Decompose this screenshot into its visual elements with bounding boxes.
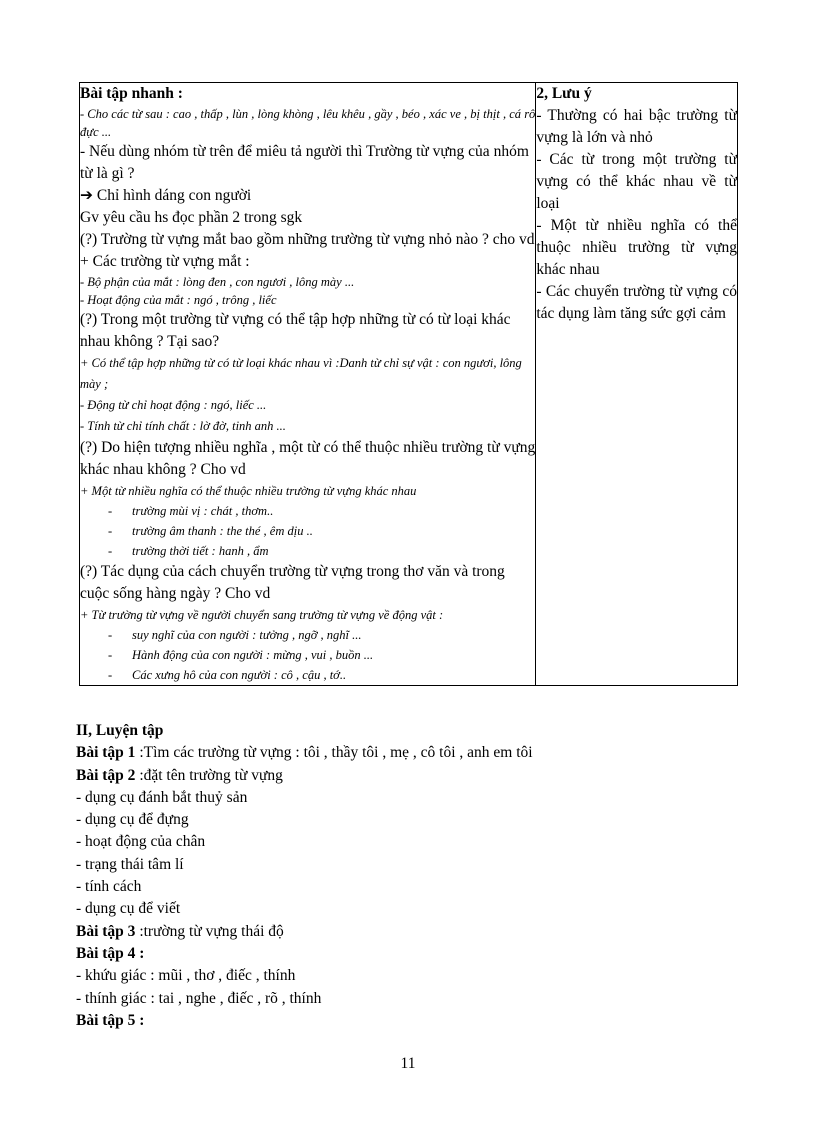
bullet-dash: -: [108, 628, 113, 642]
answer-4-item-text: trường âm thanh : the thé , êm dịu ..: [132, 524, 313, 538]
practice-heading: II, Luyện tập: [76, 722, 164, 739]
answer-5-item-text: Hành động của con người : mừng , vui , buồn ...: [132, 648, 374, 662]
intro-word-list: - Cho các từ sau : cao , thấp , lùn , lòng khòng , lêu khêu , gầy , béo , xác ve , bị thịt , cá rô đực ...: [80, 107, 536, 139]
answer-2: + Các trường từ vựng mắt :: [80, 253, 250, 270]
exercise-2-item: - dụng cụ để đựng: [76, 811, 189, 829]
practice-section: [76, 720, 736, 1032]
exercise-2-text: :đặt tên trường từ vựng: [135, 766, 283, 784]
notes-heading: 2, Lưu ý: [536, 85, 592, 102]
answer-5-item: [80, 645, 535, 665]
answer-4-item-text: trường thời tiết : hanh , ẩm: [132, 544, 269, 558]
notes-column: [536, 83, 738, 686]
bullet-dash: -: [108, 544, 113, 558]
exercise-1-text: :Tìm các trường từ vựng : tôi , thầy tôi , mẹ , cô tôi , anh em tôi: [135, 744, 533, 762]
exercise-1-label: Bài tập 1: [76, 744, 136, 762]
quick-exercise-heading: Bài tập nhanh :: [80, 85, 183, 102]
exercise-1: [76, 742, 736, 764]
exercise-2-item: - tính cách: [76, 878, 142, 896]
question-3: (?) Trong một trường từ vựng có thể tập hợp những từ có từ loại khác nhau không ? Tại sao?: [80, 311, 511, 350]
note-item: - Các từ trong một trường từ vựng có thể khác nhau về từ loại: [536, 151, 737, 212]
exercise-2-item: - trạng thái tâm lí: [76, 855, 184, 873]
answer-1-text: Chỉ hình dáng con người: [93, 187, 252, 204]
bullet-dash: -: [108, 668, 113, 682]
answer-5-item-text: suy nghĩ của con người : tưởng , ngỡ , nghĩ ...: [132, 628, 362, 642]
teacher-instruction: Gv yêu cầu hs đọc phần 2 trong sgk: [80, 209, 303, 226]
question-5: (?) Tác dụng của cách chuyển trường từ vựng trong thơ văn và trong cuộc sống hàng ngày ? Cho vd: [80, 563, 505, 602]
exercise-2-label: Bài tập 2: [76, 766, 136, 784]
answer-3-item: - Tính từ chỉ tính chất : lờ đờ, tinh anh ...: [80, 419, 286, 433]
exercise-2: [76, 765, 736, 787]
exercise-2-item: - dụng cụ đánh bắt thuỷ sản: [76, 788, 248, 806]
page-number: 11: [400, 1055, 416, 1072]
bullet-dash: -: [108, 648, 113, 662]
bullet-dash: -: [108, 504, 113, 518]
answer-2-item: - Hoạt động của mắt : ngó , trông , liếc: [80, 293, 277, 307]
note-item: - Một từ nhiều nghĩa có thể thuộc nhiều trường từ vựng khác nhau: [536, 217, 737, 278]
exercise-2-item: - hoạt động của chân: [76, 833, 206, 851]
lesson-table: [79, 82, 738, 686]
answer-4-item: [80, 521, 535, 541]
answer-3: + Có thể tập hợp những từ có từ loại khác nhau vì :Danh từ chỉ sự vật : con ngươi, lông mày ;: [80, 356, 522, 391]
exercise-3-label: Bài tập 3: [76, 922, 136, 940]
arrow-icon: ➔: [80, 187, 93, 204]
answer-5: + Từ trường từ vựng về người chuyển sang trường từ vựng về động vật :: [80, 608, 444, 622]
answer-5-item: [80, 665, 535, 685]
activity-column: [80, 83, 536, 686]
answer-4: + Một từ nhiều nghĩa có thể thuộc nhiều trường từ vựng khác nhau: [80, 484, 417, 498]
exercise-4-item: - thính giác : tai , nghe , điếc , rõ , thính: [76, 989, 322, 1007]
question-2: (?) Trường từ vựng mắt bao gồm những trường từ vựng nhỏ nào ? cho vd: [80, 231, 535, 248]
note-item: - Thường có hai bậc trường từ vựng là lớn và nhỏ: [536, 107, 737, 146]
answer-4-item-text: trường mùi vị : chát , thơm..: [132, 504, 274, 518]
answer-2-item: - Bộ phận của mắt : lòng đen , con ngươi , lông mày ...: [80, 275, 355, 289]
question-4: (?) Do hiện tượng nhiều nghĩa , một từ có thể thuộc nhiều trường từ vựng khác nhau không ? Cho vd: [80, 439, 536, 478]
answer-5-item-text: Các xưng hô của con người : cô , cậu , tớ..: [132, 668, 347, 682]
exercise-4-item: - khứu giác : mũi , thơ , điếc , thính: [76, 967, 296, 985]
exercise-5-label: Bài tập 5 :: [76, 1011, 145, 1029]
exercise-3: [76, 921, 736, 943]
answer-4-item: [80, 541, 535, 561]
note-item: - Các chuyển trường từ vựng có tác dụng làm tăng sức gợi cảm: [536, 283, 737, 322]
answer-3-item: - Động từ chỉ hoạt động : ngó, liếc ...: [80, 398, 267, 412]
exercise-2-item: - dụng cụ để viết: [76, 900, 181, 918]
exercise-3-text: :trường từ vựng thái độ: [135, 922, 284, 940]
answer-1: [80, 185, 535, 207]
answer-5-item: [80, 625, 535, 645]
exercise-4-label: Bài tập 4 :: [76, 944, 145, 962]
answer-4-item: [80, 501, 535, 521]
bullet-dash: -: [108, 524, 113, 538]
question-1: - Nếu dùng nhóm từ trên để miêu tả người thì Trường từ vựng của nhóm từ là gì ?: [80, 143, 529, 182]
